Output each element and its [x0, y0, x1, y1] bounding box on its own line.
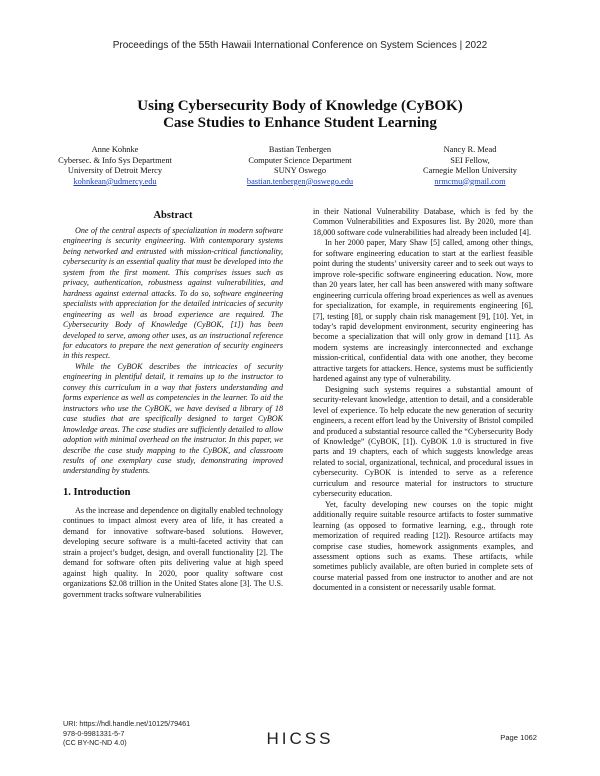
author-email-link[interactable]: bastian.tenbergen@oswego.edu: [246, 176, 354, 186]
abstract-paragraph-2: While the CyBOK describes the intricacies of security engineering in plentiful detail, it remains up to the instructor to convey this curriculum in a way that fosters understanding and forms experience as well as competencies in the learner. To aid the instructors who use the CyBOK, we have devised a library of 18 case studies that are specifically designed to target CyBOK knowledge areas. The case studies are sufficiently detailed to allow adoption with minimal overhead on the instructor. In this paper, we describe the case study mapping to the CyBOK, and classroom results of one exemplary case study, demonstrating improved understanding by students.: [63, 361, 283, 476]
left-column: [63, 207, 283, 722]
author-email-link[interactable]: nrmcmu@gmail.com: [434, 176, 506, 186]
intro-paragraph-4: Yet, faculty developing new courses on the topic might additionally require suitable resource artifacts to foster summative learning (as opposed to formative learning, e.g., through rote memorization of required reading [12]). Resource artifacts may comprise case studies, homework assignments examples, and assessment options such as exams. These artifacts, while sometimes publicly available, are often buried in complete sets of course material passed from one instructor to another and are not documented in a consistent or necessarily usable format.: [313, 499, 533, 593]
author-2: [215, 145, 385, 187]
author-3: [385, 145, 555, 187]
author-name: Nancy R. Mead: [443, 145, 497, 154]
hicss-logo: HICSS: [266, 729, 334, 748]
abstract-heading: Abstract: [153, 210, 193, 221]
author-dept: SEI Fellow,: [450, 155, 490, 165]
intro-paragraph-1: As the increase and dependence on digitally enabled technology continues to impact almost every area of life, it has created a demand for innovative software-based solutions. However, developing secure software is a multi-faceted activity that can strain a project’s budget, design, and overall functionality [2]. The demand for software often pits delivering value at high speed against high quality. In 2020, poor quality software cost organizations $2.08 trillion in the United States alone [3]. The U.S. government tracks software vulnerabilities: [63, 505, 283, 599]
author-block: [50, 145, 550, 190]
abstract-paragraph-1: One of the central aspects of specialization in modern software engineering is security engineering. With contemporary systems being networked and entrusted with mission-critical functionality, cybersecurity is an essential quality that must be developed into the system from the first moment. This comprises issues such as privacy, authentication, robustness against vulnerabilities, and hardness against external attacks. To do so, software engineering specialists with appreciation for the detailed intricacies of security engineering as well as broad experience are required. The Cybersecurity Body of Knowledge (CyBOK, [1]) has been developed to serve, among other uses, as an instructional reference for educators to prepare the next generation of security engineers in this respect.: [63, 226, 283, 361]
footer-license: (CC BY-NC-ND 4.0): [63, 738, 127, 747]
right-column: [313, 207, 533, 722]
footer-isbn: 978-0-9981331-5-7: [63, 728, 125, 738]
footer-info: [63, 719, 190, 748]
author-email-link[interactable]: kohnkean@udmercy.edu: [73, 176, 157, 186]
page-number: Page 1062: [500, 733, 537, 742]
author-name: Bastian Tenbergen: [268, 145, 332, 154]
intro-paragraph-2: In her 2000 paper, Mary Shaw [5] called, among other things, for software engineering education to start at the earliest feasible point during the students’ university career and to seek out ways to improve role-specific software engineering education. Now, more than 20 years later, her call has been answered with many software engineering curricula offering broad experiences as well as avenues for specialization, for example, in requirements engineering [6], [7], testing [8], or supply chain risk management [9], [10]. Yet, in today’s rapid development environment, security engineering has become a specialization that will only grow in demand [11]. As modern systems are increasingly interconnected and exchange mission-critical, confidential data with one another, they become attractive targets for attackers. Hence, systems must be sufficiently hardened against any type of vulnerability.: [313, 238, 533, 384]
paper-title: [60, 98, 540, 132]
author-1: [30, 145, 200, 187]
abstract-section: [63, 209, 283, 477]
author-dept: Cybersec. & Info Sys Department: [58, 155, 172, 165]
introduction-heading: 1. Introduction: [63, 486, 131, 498]
author-org: University of Detroit Mercy: [67, 166, 163, 175]
title-line-2: Case Studies to Enhance Student Learning: [163, 115, 437, 131]
title-line-1: Using Cybersecurity Body of Knowledge (CyBOK): [137, 98, 463, 114]
proceedings-header: Proceedings of the 55th Hawaii International Conference on System Sciences | 2022: [112, 40, 488, 51]
footer-uri-link[interactable]: URI: https://hdl.handle.net/10125/79461: [63, 719, 191, 728]
author-org: SUNY Oswego: [273, 166, 327, 175]
author-name: Anne Kohnke: [91, 145, 139, 154]
author-org: Carnegie Mellon University: [423, 166, 517, 175]
author-dept: Computer Science Department: [248, 155, 352, 165]
intro-paragraph-3: Designing such systems requires a substantial amount of security-relevant knowledge, attention to detail, and a considerable level of experience. To help educate the new generation of security engineers, a recent effort lead by the University of Bristol compiled and produced a substantial resource called the “Cybersecurity Body of Knowledge” (CyBOK, [1]). CyBOK 1.0 is structured in five parts and 19 chapters, each of which suggests knowledge areas related to social, organizational, technical, and procedural issues in cybersecurity. CyBOK is intended to serve as a reference curriculum and resource material for instructors to structure cybersecurity education.: [313, 384, 533, 499]
intro-paragraph-1-continued: in their National Vulnerability Database, which is fed by the Common Vulnerabilities and Exposures list. By 2020, more than 18,000 software code vulnerabilities had already been included [4].: [313, 207, 533, 237]
